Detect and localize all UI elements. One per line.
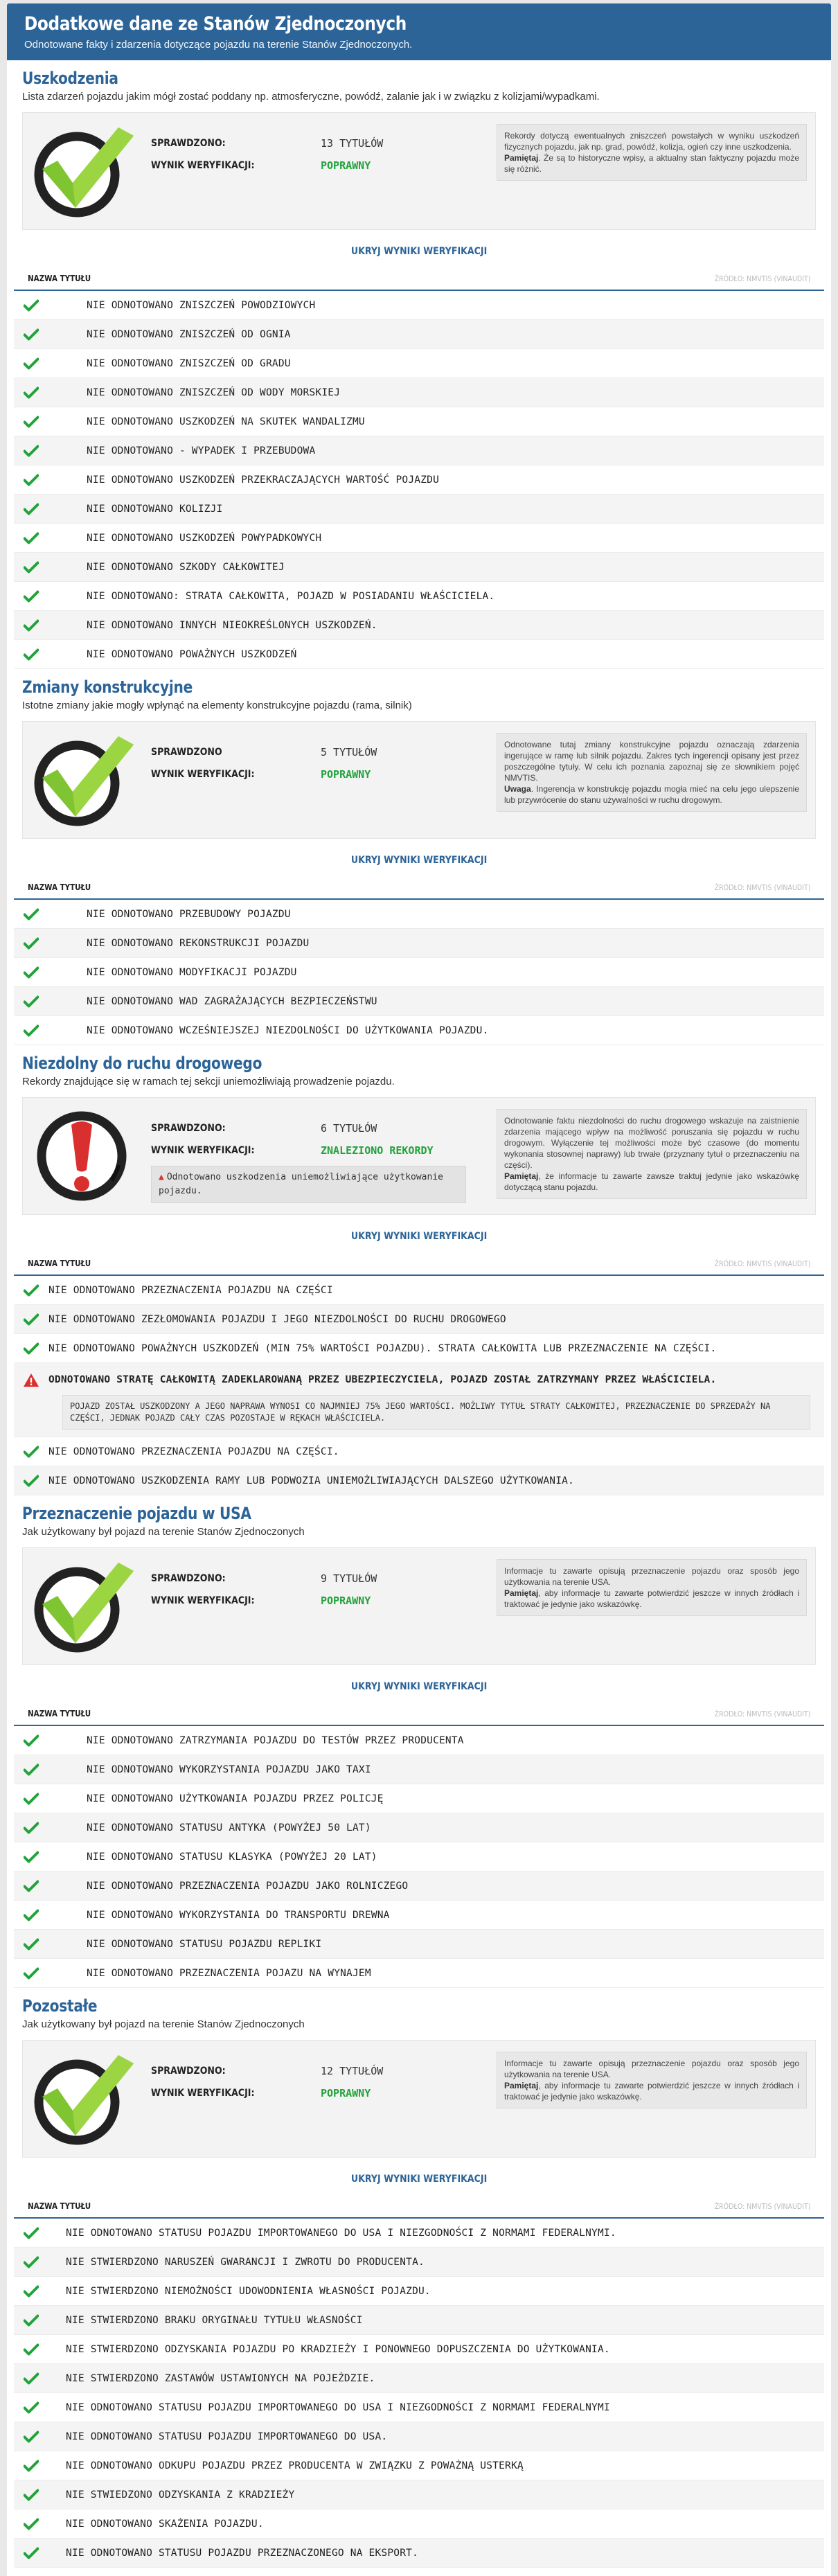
summary-stats [151, 1117, 470, 1203]
result-row [151, 1590, 470, 1612]
table-row [14, 2248, 824, 2277]
check-icon [14, 1313, 48, 1326]
row-text: NIE ODNOTOWANO PRZEZNACZENIA POJAZDU NA CZĘŚCI [48, 1284, 333, 1296]
table-row [14, 1437, 824, 1466]
alert-icon [14, 1373, 48, 1387]
table-row [14, 553, 824, 582]
check-icon [14, 1475, 48, 1487]
warning-box [151, 1166, 466, 1203]
checked-label: SPRAWDZONO: [151, 2066, 226, 2077]
table-header [14, 267, 824, 291]
source-label: ŹRÓDŁO: NMVTIS (VINAUDIT) [714, 274, 810, 283]
row-text: NIE ODNOTOWANO PRZEZNACZENIA POJAZDU NA CZĘŚCI. [48, 1446, 339, 1457]
row-text: NIE ODNOTOWANO SZKODY CAŁKOWITEJ [87, 561, 285, 573]
section-title: Niezdolny do ruchu drogowego [22, 1054, 262, 1073]
table-row [14, 1276, 824, 1305]
table-row [14, 582, 824, 611]
checked-value: 13 TYTUŁÓW [321, 137, 384, 150]
section-header [7, 60, 831, 105]
check-icon [14, 648, 48, 661]
column-title-name: NAZWA TYTUŁU [28, 882, 91, 892]
info-note [497, 1559, 807, 1616]
check-icon [14, 1024, 48, 1037]
note-emphasis: Pamiętaj [504, 1171, 539, 1181]
table-row [14, 1726, 824, 1755]
info-note [497, 2052, 807, 2108]
sections-container [7, 60, 831, 2568]
info-note [497, 733, 807, 812]
result-label: WYNIK WERYFIKACJI: [151, 2088, 255, 2099]
checked-value: 12 TYTUŁÓW [321, 2065, 384, 2077]
toggle-results [22, 1220, 816, 1252]
check-icon [14, 619, 48, 632]
check-icon [14, 1909, 48, 1921]
table-row [14, 436, 824, 465]
table-row [14, 2480, 824, 2510]
toggle-results [22, 2163, 816, 2195]
result-label: WYNIK WERYFIKACJI: [151, 1595, 255, 1606]
source-label: ŹRÓDŁO: NMVTIS (VINAUDIT) [714, 1709, 810, 1718]
table-row [14, 2364, 824, 2393]
result-value: POPRAWNY [321, 768, 371, 781]
check-icon [14, 299, 48, 312]
table-row [14, 1334, 824, 1363]
checked-value: 9 TYTUŁÓW [321, 1572, 377, 1585]
check-icon [14, 357, 48, 370]
table-row [14, 1872, 824, 1901]
table-row [14, 291, 824, 320]
section-title: Uszkodzenia [22, 69, 118, 88]
row-main [14, 1369, 824, 1391]
row-text: NIE ODNOTOWANO STATUSU KLASYKA (POWYŻEJ 20 LAT) [87, 1851, 377, 1863]
table-row [14, 2335, 824, 2364]
table-row [14, 958, 824, 987]
row-text: NIE ODNOTOWANO: STRATA CAŁKOWITA, POJAZD W POSIADANIU WŁAŚCICIELA. [87, 590, 495, 602]
check-icon [14, 2227, 48, 2239]
section-description: Istotne zmiany jakie mogły wpłynąć na elementy konstrukcyjne pojazdu (rama, silnik) [22, 700, 412, 711]
note-emphasis: Pamiętaj [504, 1588, 539, 1598]
checkmark-badge-icon [30, 1554, 141, 1658]
results-list [14, 2219, 824, 2568]
check-icon [14, 2285, 48, 2298]
toggle-results [22, 236, 816, 267]
checked-label: SPRAWDZONO: [151, 138, 226, 149]
checked-value: 6 TYTUŁÓW [321, 1122, 377, 1135]
row-text: NIE ODNOTOWANO PRZEZNACZENIA POJAZU NA WYNAJEM [87, 1967, 371, 1979]
row-text: NIE ODNOTOWANO UŻYTKOWANIA POJAZDU PRZEZ POLICJĘ [87, 1793, 384, 1804]
column-title-name: NAZWA TYTUŁU [28, 274, 91, 283]
table-row [14, 1930, 824, 1959]
table-row [14, 1016, 824, 1045]
check-icon [14, 1284, 48, 1297]
table-row [14, 2422, 824, 2451]
warning-text: Odnotowano uszkodzenia uniemożliwiające użytkowanie pojazdu. [159, 1172, 443, 1196]
result-value: ZNALEZIONO REKORDY [321, 1144, 434, 1157]
verification-summary [22, 112, 816, 230]
result-row [151, 1139, 470, 1162]
results-list [14, 1276, 824, 1495]
result-row [151, 154, 470, 177]
checked-value: 5 TYTUŁÓW [321, 746, 377, 758]
row-text: NIE STWIEDZONO ODZYSKANIA Z KRADZIEŻY [66, 2489, 295, 2501]
section-description: Jak użytkowany był pojazd na terenie Stanów Zjednoczonych [22, 1526, 305, 1538]
checked-count-row [151, 2060, 470, 2082]
check-icon [14, 2489, 48, 2501]
check-icon [14, 474, 48, 486]
check-icon [14, 590, 48, 603]
section-3 [7, 1495, 831, 1988]
hide-results-button[interactable]: UKRYJ WYNIKI WERYFIKACJI [350, 1681, 488, 1692]
row-text: NIE ODNOTOWANO STATUSU POJAZDU REPLIKI [87, 1938, 322, 1950]
row-text: NIE ODNOTOWANO STATUSU POJAZDU PRZEZNACZONEGO NA EKSPORT. [66, 2547, 418, 2559]
row-text: NIE ODNOTOWANO - WYPADEK I PRZEBUDOWA [87, 445, 316, 456]
section-title: Przeznaczenie pojazdu w USA [22, 1504, 251, 1523]
note-rest: . Ingerencja w konstrukcję pojazdu mogła mieć na celu jego ulepszenie lub przywrócenie do stanu używalności w ruchu drogowym. [504, 784, 799, 805]
row-text: NIE ODNOTOWANO KOLIZJI [87, 503, 223, 515]
check-icon [14, 2460, 48, 2472]
toggle-results [22, 844, 816, 876]
result-label: WYNIK WERYFIKACJI: [151, 160, 255, 171]
row-text: NIE ODNOTOWANO WCZEŚNIEJSZEJ NIEZDOLNOŚCI DO UŻYTKOWANIA POJAZDU. [87, 1024, 489, 1036]
row-text: NIE ODNOTOWANO ZATRZYMANIA POJAZDU DO TESTÓW PRZEZ PRODUCENTA [87, 1734, 464, 1746]
note-text: Rekordy dotyczą ewentualnych zniszczeń powstałych w wyniku uszkodzeń fizycznych pojazdu, jak np. grad, powódź, kolizja, ogień czy inne uszkodzenia. [504, 131, 799, 152]
result-label: WYNIK WERYFIKACJI: [151, 769, 255, 780]
section-description: Rekordy znajdujące się w ramach tej sekcji uniemożliwiają prowadzenie pojazdu. [22, 1076, 395, 1087]
table-row [14, 1755, 824, 1784]
table-row [14, 1842, 824, 1872]
page-subtitle: Odnotowane fakty i zdarzenia dotyczące pojazdu na terenie Stanów Zjednoczonych. [24, 39, 413, 51]
table-row [14, 1784, 824, 1813]
check-icon [14, 1342, 48, 1355]
checked-label: SPRAWDZONO: [151, 1573, 226, 1584]
row-text: NIE ODNOTOWANO USZKODZEŃ PRZEKRACZAJĄCYCH WARTOŚĆ POJAZDU [87, 474, 439, 486]
table-row [14, 1959, 824, 1988]
source-label: ŹRÓDŁO: NMVTIS (VINAUDIT) [714, 882, 810, 892]
row-text: NIE ODNOTOWANO ZNISZCZEŃ POWODZIOWYCH [87, 299, 316, 311]
source-label: ŹRÓDŁO: NMVTIS (VINAUDIT) [714, 1259, 810, 1268]
section-description: Lista zdarzeń pojazdu jakim mógł zostać poddany np. atmosferyczne, powódź, zalanie jak i w związku z kolizjami/wypadkami. [22, 91, 600, 103]
exclamation-badge-icon [30, 1104, 141, 1208]
check-icon [14, 328, 48, 341]
result-row [151, 2082, 470, 2104]
results-list [14, 291, 824, 669]
table-row [14, 900, 824, 929]
section-0 [7, 60, 831, 669]
hide-results-button[interactable]: UKRYJ WYNIKI WERYFIKACJI [350, 2174, 488, 2185]
table-row [14, 378, 824, 407]
row-text: NIE ODNOTOWANO POWAŻNYCH USZKODZEŃ [87, 648, 297, 660]
note-emphasis: Pamiętaj [504, 2081, 539, 2090]
check-icon [14, 2431, 48, 2443]
info-note [497, 1109, 807, 1199]
table-row [14, 524, 824, 553]
table-row [14, 929, 824, 958]
result-value: POPRAWNY [321, 159, 371, 172]
section-header [7, 669, 831, 714]
row-text: NIE ODNOTOWANO ZNISZCZEŃ OD GRADU [87, 357, 291, 369]
check-icon [14, 2547, 48, 2559]
table-header [14, 2195, 824, 2219]
table-header [14, 876, 824, 900]
check-icon [14, 1880, 48, 1892]
check-icon [14, 387, 48, 399]
row-text: NIE ODNOTOWANO STATUSU POJAZDU IMPORTOWANEGO DO USA. [66, 2431, 388, 2442]
row-text: NIE ODNOTOWANO STATUSU POJAZDU IMPORTOWANEGO DO USA I NIEZGODNOŚCI Z NORMAMI FEDERALNYMI. [66, 2227, 616, 2239]
table-row [14, 349, 824, 378]
checked-count-row [151, 1567, 470, 1590]
table-row [14, 1363, 824, 1437]
table-header [14, 1703, 824, 1726]
summary-stats [151, 1567, 470, 1612]
table-row [14, 2277, 824, 2306]
check-icon [14, 2256, 48, 2268]
verification-summary [22, 1547, 816, 1665]
check-icon [14, 1734, 48, 1747]
row-text: NIE ODNOTOWANO ZNISZCZEŃ OD OGNIA [87, 328, 291, 340]
check-icon [14, 937, 48, 950]
checked-label: SPRAWDZONO [151, 747, 222, 758]
note-emphasis: Pamiętaj [504, 153, 539, 163]
row-detail: POJAZD ZOSTAŁ USZKODZONY A JEGO NAPRAWA WYNOSI CO NAJMNIEJ 75% JEGO WARTOŚCI. MOŻLIWY TYTUŁ STRATY CAŁKOWITEJ, PRZEZNACZENIE DO SPRZEDAŻY NA CZĘŚCI, JEDNAK POJAZD CAŁY CZAS POZOSTAJE W RĘKACH WŁAŚCICIELA. [62, 1395, 810, 1430]
main-header [7, 3, 831, 60]
info-note [497, 124, 807, 181]
row-text: NIE ODNOTOWANO ZNISZCZEŃ OD WODY MORSKIEJ [87, 387, 341, 398]
row-text: NIE ODNOTOWANO MODYFIKACJI POJAZDU [87, 966, 297, 978]
column-title-name: NAZWA TYTUŁU [28, 1259, 91, 1268]
note-rest: . Że są to historyczne wpisy, a aktualny stan faktyczny pojazdu może się różnić. [504, 153, 799, 174]
summary-stats [151, 132, 470, 177]
checked-count-row [151, 1117, 470, 1139]
table-row [14, 987, 824, 1016]
toggle-results [22, 1671, 816, 1703]
checkmark-badge-icon [30, 728, 141, 832]
results-list [14, 900, 824, 1045]
page-title: Dodatkowe dane ze Stanów Zjednoczonych [24, 13, 407, 35]
row-text: NIE ODNOTOWANO WYKORZYSTANIA POJAZDU JAKO TAXI [87, 1764, 371, 1775]
section-title: Zmiany konstrukcyjne [22, 677, 193, 697]
result-value: POPRAWNY [321, 1595, 371, 1607]
note-rest: , że informacje tu zawarte zawsze traktuj jedynie jako wskazówkę dotyczącą stanu pojazdu. [504, 1171, 799, 1192]
row-text: NIE ODNOTOWANO STATUSU ANTYKA (POWYŻEJ 50 LAT) [87, 1822, 371, 1833]
table-row [14, 2510, 824, 2539]
check-icon [14, 2343, 48, 2356]
row-text: NIE ODNOTOWANO INNYCH NIEOKREŚLONYCH USZKODZEŃ. [87, 619, 377, 631]
table-row [14, 495, 824, 524]
row-text: NIE ODNOTOWANO WAD ZAGRAŻAJĄCYCH BEZPIECZEŃSTWU [87, 995, 377, 1007]
note-rest: , aby informacje tu zawarte potwierdzić jeszcze w innych źródłach i traktować je jedynie jako wskazówkę. [504, 1588, 799, 1609]
row-text: NIE STWIERDZONO BRAKU ORYGINAŁU TYTUŁU WŁASNOŚCI [66, 2314, 363, 2326]
checkmark-badge-icon [30, 2047, 141, 2151]
row-text: ODNOTOWANO STRATĘ CAŁKOWITĄ ZADEKLAROWANĄ PRZEZ UBEZPIECZYCIELA, POJAZD ZOSTAŁ ZATRZYMANY PRZEZ WŁAŚCICIELA. [48, 1374, 717, 1385]
result-value: POPRAWNY [321, 2087, 371, 2099]
report-page [7, 3, 831, 2576]
row-text: NIE ODNOTOWANO STATUSU POJAZDU IMPORTOWANEGO DO USA I NIEZGODNOŚCI Z NORMAMI FEDERALNYMI [66, 2401, 610, 2413]
row-text: NIE ODNOTOWANO POWAŻNYCH USZKODZEŃ (MIN 75% WARTOŚCI POJAZDU). STRATA CAŁKOWITA LUB PRZEZNACZENIE NA CZĘŚCI. [48, 1342, 717, 1354]
hide-results-button[interactable]: UKRYJ WYNIKI WERYFIKACJI [350, 246, 488, 257]
row-text: NIE STWIERDZONO ODZYSKANIA POJAZDU PO KRADZIEŻY I PONOWNEGO DOPUSZCZENIA DO UŻYTKOWANIA. [66, 2343, 610, 2355]
column-title-name: NAZWA TYTUŁU [28, 1709, 91, 1718]
table-header [14, 1252, 824, 1276]
section-header [7, 1988, 831, 2033]
section-description: Jak użytkowany był pojazd na terenie Stanów Zjednoczonych [22, 2018, 305, 2030]
verification-summary [22, 721, 816, 839]
section-1 [7, 669, 831, 1045]
row-text: NIE ODNOTOWANO USZKODZENIA RAMY LUB PODWOZIA UNIEMOŻLIWIAJĄCYCH DALSZEGO UŻYTKOWANIA. [48, 1475, 575, 1486]
row-text: NIE ODNOTOWANO SKAŻENIA POJAZDU. [66, 2518, 264, 2530]
row-text: NIE ODNOTOWANO WYKORZYSTANIA DO TRANSPORTU DREWNA [87, 1909, 390, 1921]
table-row [14, 2306, 824, 2335]
row-text: NIE STWIERDZONO ZASTAWÓW USTAWIONYCH NA POJEŹDZIE. [66, 2372, 375, 2384]
section-4 [7, 1988, 831, 2568]
row-text: NIE ODNOTOWANO REKONSTRUKCJI POJAZDU [87, 937, 310, 949]
section-header [7, 1045, 831, 1090]
checked-label: SPRAWDZONO: [151, 1123, 226, 1134]
check-icon [14, 995, 48, 1008]
check-icon [14, 503, 48, 515]
check-icon [14, 1822, 48, 1834]
checked-count-row [151, 132, 470, 154]
table-row [14, 2393, 824, 2422]
row-text: NIE ODNOTOWANO USZKODZEŃ POWYPADKOWYCH [87, 532, 322, 544]
hide-results-button[interactable]: UKRYJ WYNIKI WERYFIKACJI [350, 855, 488, 866]
note-emphasis: Uwaga [504, 784, 531, 794]
row-text: NIE ODNOTOWANO PRZEBUDOWY POJAZDU [87, 908, 291, 920]
column-title-name: NAZWA TYTUŁU [28, 2201, 91, 2211]
note-text: Informacje tu zawarte opisują przeznaczenie pojazdu oraz sposób jego użytkowania na terenie USA. [504, 2059, 799, 2079]
result-label: WYNIK WERYFIKACJI: [151, 1145, 255, 1156]
row-text: NIE STWIERDZONO NARUSZEŃ GWARANCJI I ZWROTU DO PRODUCENTA. [66, 2256, 425, 2268]
table-row [14, 320, 824, 349]
note-text: Informacje tu zawarte opisują przeznaczenie pojazdu oraz sposób jego użytkowania na terenie USA. [504, 1566, 799, 1587]
section-title: Pozostałe [22, 1996, 98, 2016]
source-label: ŹRÓDŁO: NMVTIS (VINAUDIT) [714, 2201, 810, 2211]
results-list [14, 1726, 824, 1988]
table-row [14, 2451, 824, 2480]
table-row [14, 611, 824, 640]
table-row [14, 1305, 824, 1334]
check-icon [14, 908, 48, 921]
table-row [14, 407, 824, 436]
check-icon [14, 966, 48, 979]
check-icon [14, 2518, 48, 2530]
check-icon [14, 1793, 48, 1805]
note-text: Odnotowanie faktu niezdolności do ruchu drogowego wskazuje na zaistnienie zdarzenia mającego wpływ na możliwość poruszania się pojazdu w ruchu drogowym. Wyłączenie tej możliwości może być czasowe (do momentu wykonania stosownej naprawy) lub trwałe (przyznany tytuł o przeznaczeniu na części). [504, 1116, 799, 1170]
check-icon [14, 561, 48, 574]
table-row [14, 1901, 824, 1930]
note-rest: , aby informacje tu zawarte potwierdzić jeszcze w innych źródłach i traktować je jedynie jako wskazówkę. [504, 2081, 799, 2102]
check-icon [14, 1967, 48, 1980]
section-2 [7, 1045, 831, 1495]
table-row [14, 2539, 824, 2568]
section-header [7, 1495, 831, 1540]
check-icon [14, 1446, 48, 1458]
row-text: NIE ODNOTOWANO USZKODZEŃ NA SKUTEK WANDALIZMU [87, 416, 365, 427]
table-row [14, 640, 824, 669]
table-row [14, 1813, 824, 1842]
summary-stats [151, 741, 470, 785]
checked-count-row [151, 741, 470, 763]
check-icon [14, 2372, 48, 2385]
row-text: NIE ODNOTOWANO ODKUPU POJAZDU PRZEZ PRODUCENTA W ZWIĄZKU Z POWAŻNĄ USTERKĄ [66, 2460, 524, 2471]
warning-icon: ▲ [159, 1172, 164, 1182]
checkmark-badge-icon [30, 119, 141, 223]
check-icon [14, 1938, 48, 1951]
check-icon [14, 1851, 48, 1863]
row-text: NIE ODNOTOWANO PRZEZNACZENIA POJAZDU JAKO ROLNICZEGO [87, 1880, 409, 1892]
table-row [14, 465, 824, 495]
hide-results-button[interactable]: UKRYJ WYNIKI WERYFIKACJI [350, 1231, 488, 1242]
table-row [14, 2219, 824, 2248]
check-icon [14, 445, 48, 457]
note-text: Odnotowane tutaj zmiany konstrukcyjne pojazdu oznaczają zdarzenia ingerujące w ramę lub silnik pojazdu. Zakres tych ingerencji opisany jest przez poszczególne tytuły. W celu ich poznania zapoznaj się ze słownikiem pojęć NMVTIS. [504, 740, 799, 783]
row-text: NIE STWIERDZONO NIEMOŻNOŚCI UDOWODNIENIA WŁASNOŚCI POJAZDU. [66, 2285, 431, 2297]
verification-summary [22, 1097, 816, 1215]
check-icon [14, 416, 48, 428]
table-row [14, 1466, 824, 1495]
check-icon [14, 1764, 48, 1776]
check-icon [14, 2314, 48, 2327]
result-row [151, 763, 470, 785]
summary-stats [151, 2060, 470, 2104]
check-icon [14, 532, 48, 544]
verification-summary [22, 2040, 816, 2158]
row-text: NIE ODNOTOWANO ZEZŁOMOWANIA POJAZDU I JEGO NIEZDOLNOŚCI DO RUCHU DROGOWEGO [48, 1313, 506, 1325]
check-icon [14, 2401, 48, 2414]
